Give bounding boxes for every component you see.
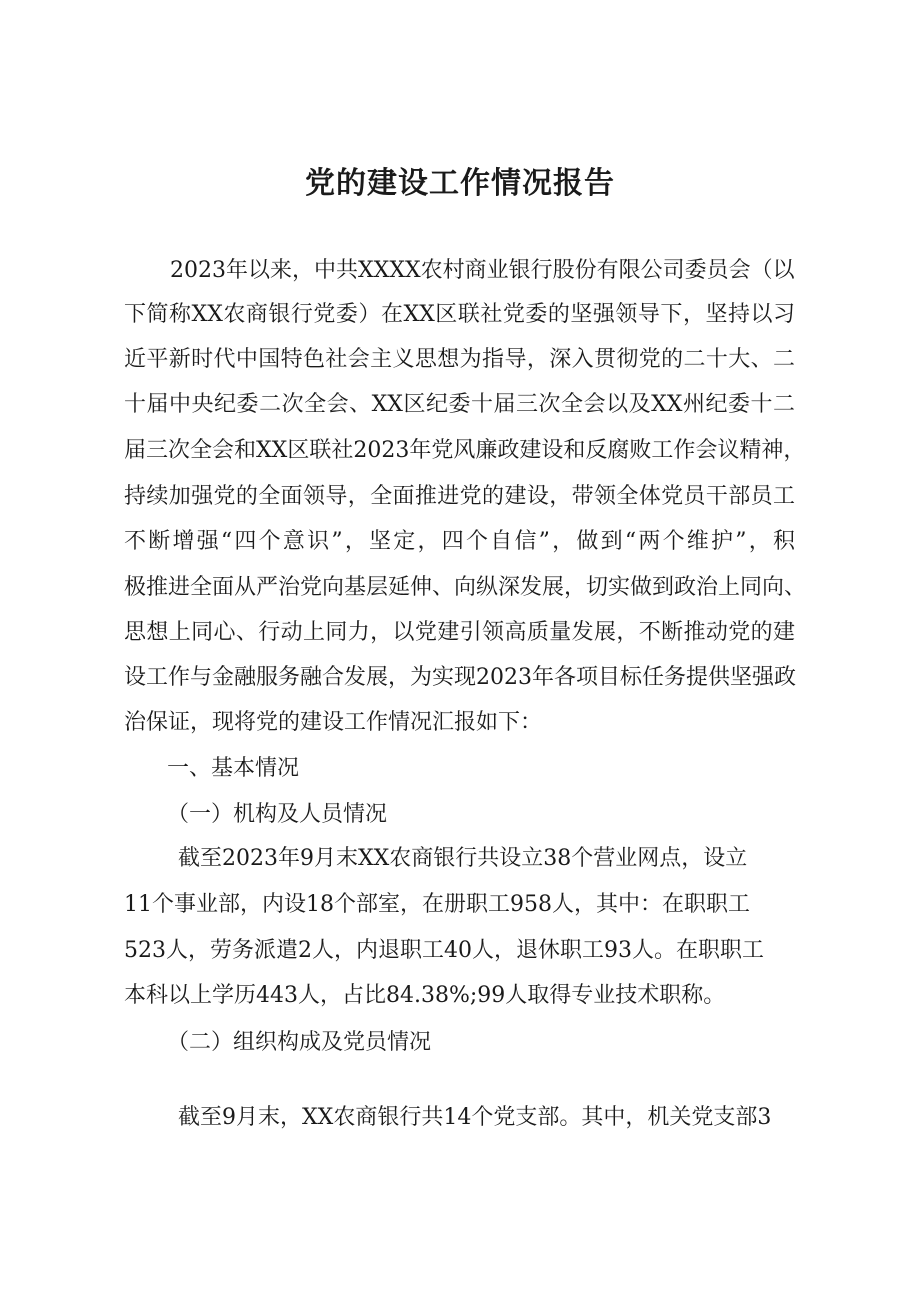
staff-paragraph-line-3: 523人，劳务派遣2人，内退职工40人，退休职工93人。在职职工 [124,938,764,963]
document-title: 党的建设工作情况报告 [305,166,615,201]
staff-paragraph-line-1: 截至2023年9月末XX农商银行共设立38个营业网点，设立 [178,846,748,871]
intro-line-11: 治保证，现将党的建设工作情况汇报如下： [124,710,543,735]
intro-line-4: 十届中央纪委二次全会、XX区纪委十届三次全会以及XX州纪委十二 [124,392,795,417]
intro-line-1: 2023年以来，中共XXXX农村商业银行股份有限公司委员会（以 [170,258,795,283]
staff-paragraph-line-4: 本科以上学历443人，占比84.38%;99人取得专业技术职称。 [124,983,726,1008]
party-paragraph-line-1: 截至9月末，XX农商银行共14个党支部。其中，机关党支部3 [178,1105,772,1130]
staff-paragraph-line-2: 11个事业部，内设18个部室，在册职工958人，其中：在职职工 [124,892,750,917]
intro-line-3: 近平新时代中国特色社会主义思想为指导，深入贯彻党的二十大、二 [124,347,795,372]
intro-line-2: 下简称XX农商银行党委）在XX区联社党委的坚强领导下，坚持以习 [124,302,795,327]
intro-line-7: 不断增强“四个意识”，坚定，四个自信”，做到“两个维护”，积 [124,529,795,554]
intro-line-5: 届三次全会和XX区联社2023年党风廉政建设和反腐败工作会议精神， [124,438,806,463]
section-heading-basic-info: 一、基本情况 [167,756,300,781]
intro-line-6: 持续加强党的全面领导，全面推进党的建设，带领全体党员干部员工 [124,484,795,509]
intro-line-10: 设工作与金融服务融合发展，为实现2023年各项目标任务提供坚强政 [124,665,796,690]
intro-line-8: 极推进全面从严治党向基层延伸、向纵深发展，切实做到政治上同向、 [124,575,807,600]
intro-line-9: 思想上同心、行动上同力，以党建引领高质量发展，不断推动党的建 [124,620,795,645]
subsection-heading-party-organization: （二）组织构成及党员情况 [167,1030,432,1055]
subsection-heading-organization-staff: （一）机构及人员情况 [167,802,388,827]
